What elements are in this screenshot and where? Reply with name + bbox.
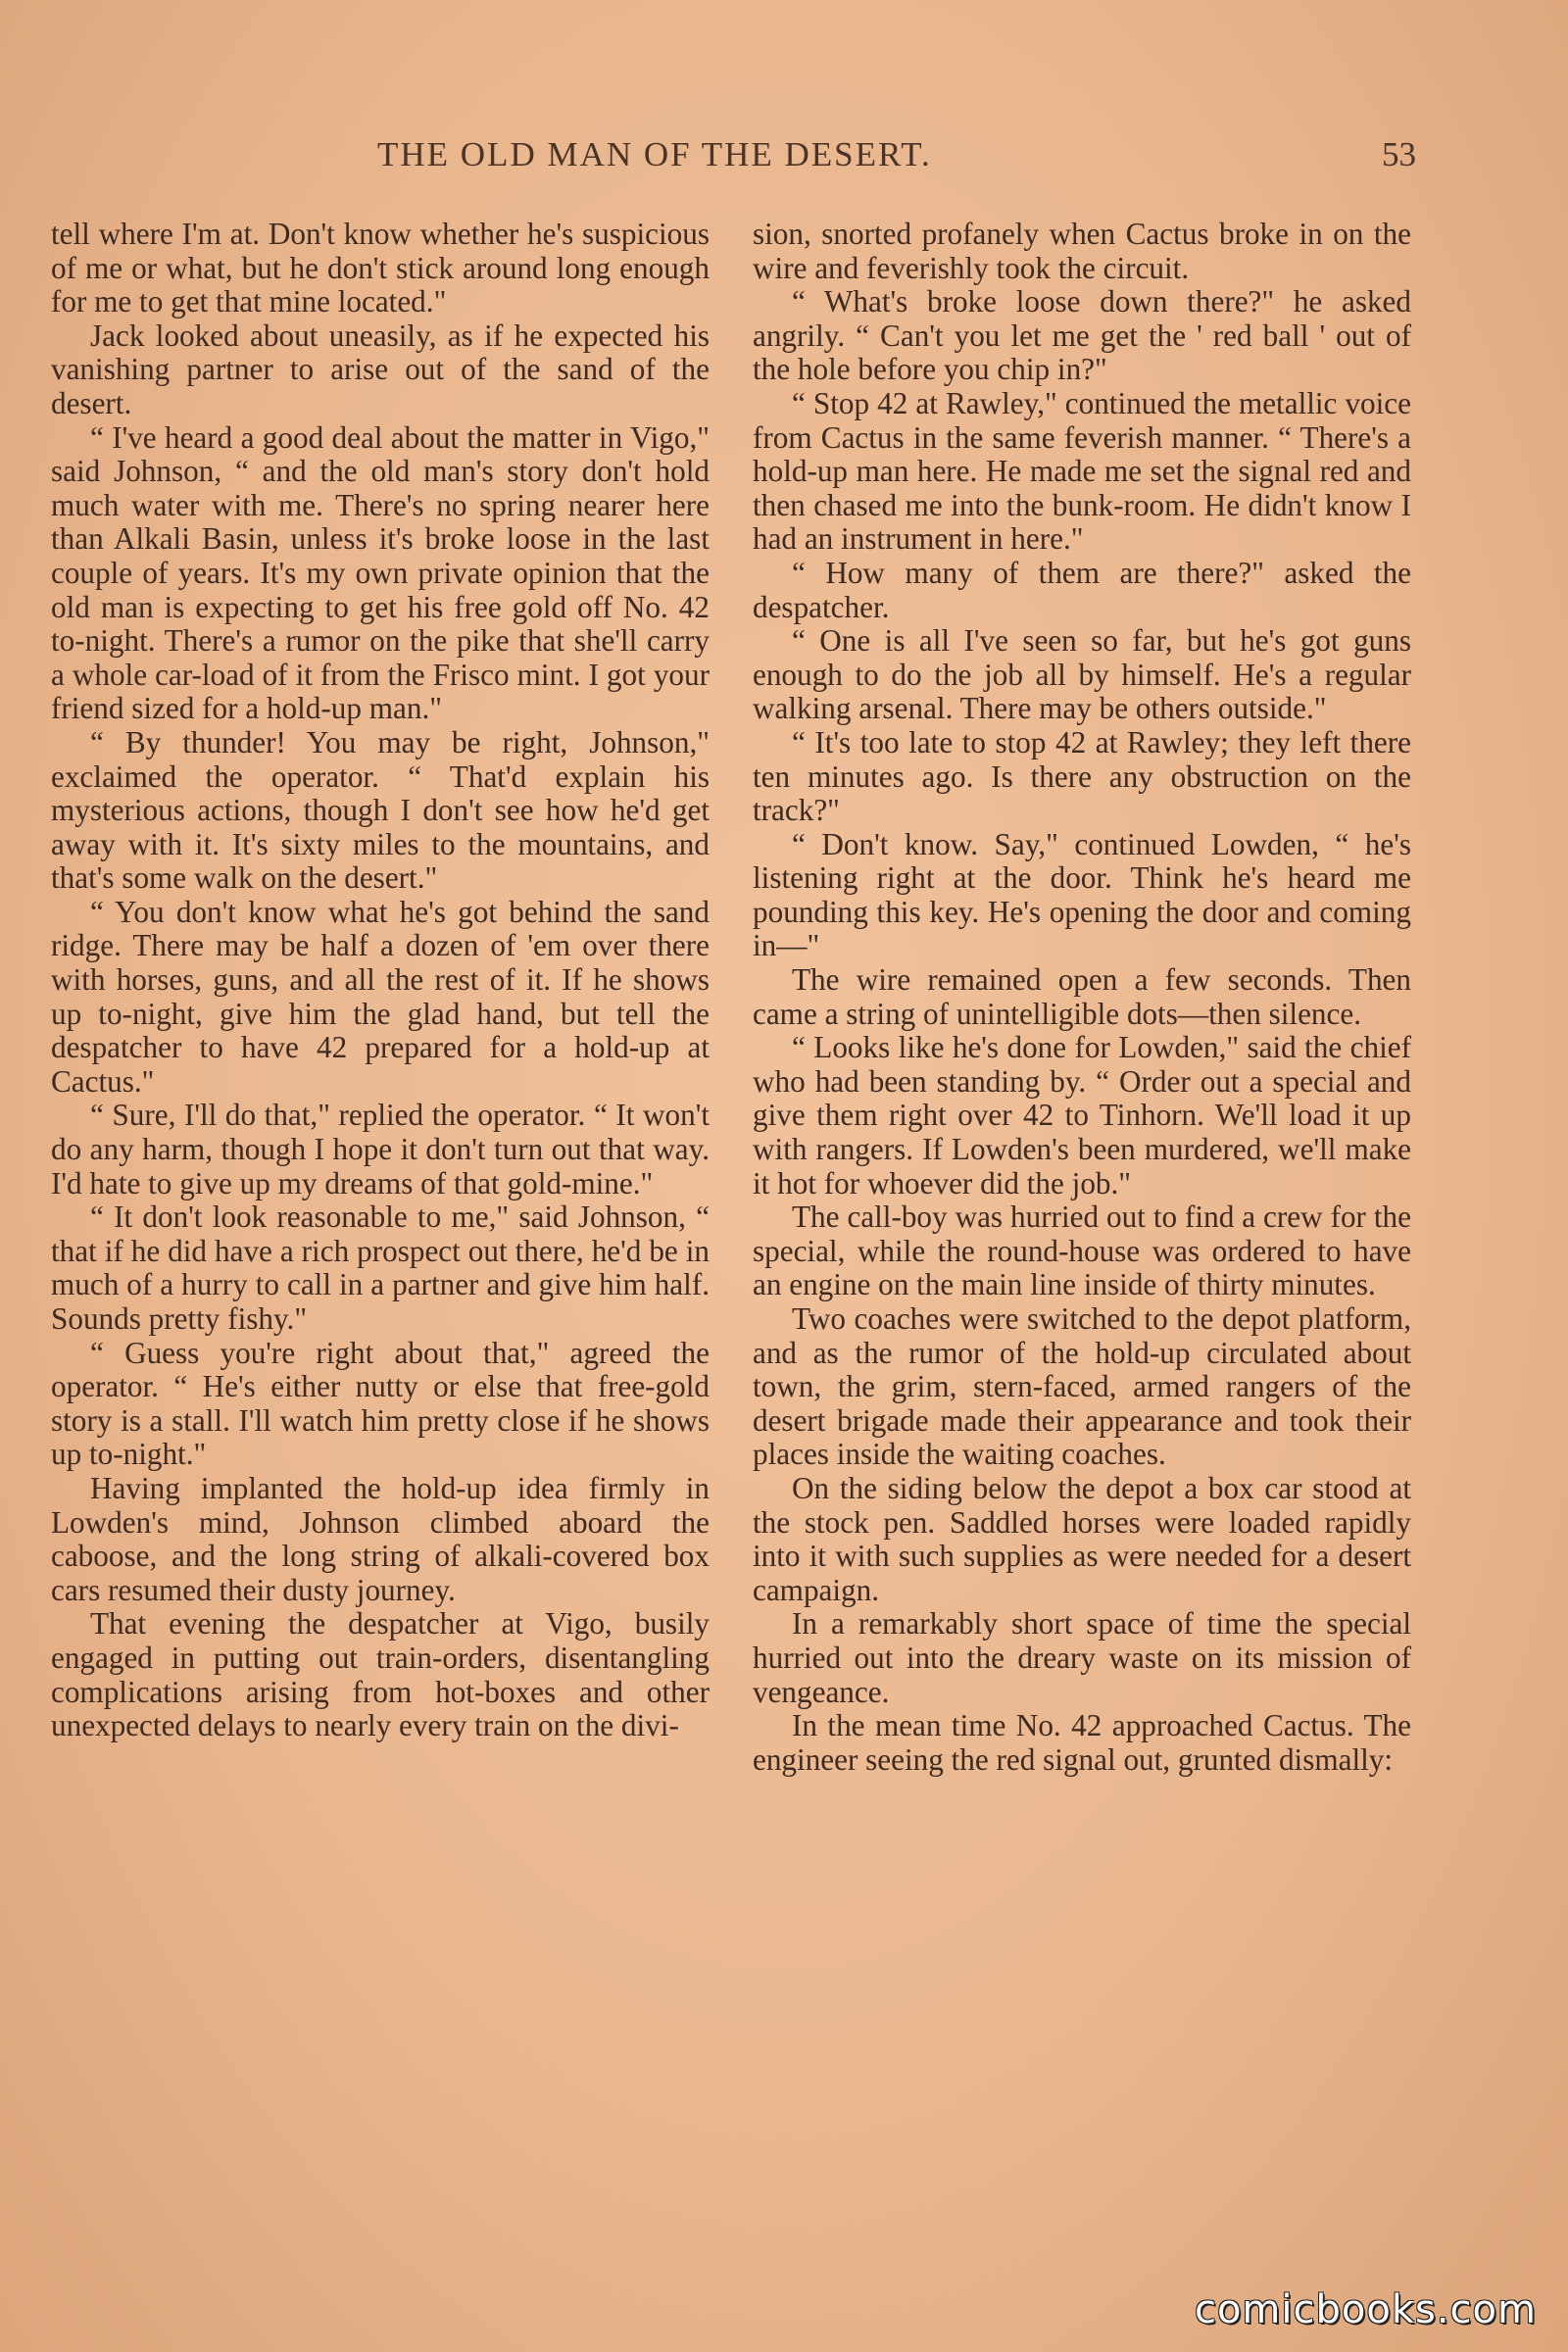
paragraph: “ Stop 42 at Rawley," continued the metallic voice from Cactus in the same feverish manner. “ There's a hold-up man here. He made me set the signal red and then chased me into the bunk-room. He didn't know I had an instrument in here." <box>753 385 1411 557</box>
running-title: THE OLD MAN OF THE DESERT. <box>377 135 932 173</box>
page-header <box>54 135 1416 194</box>
paragraph: Jack looked about uneasily, as if he expected his vanishing partner to arise out of the sand of the desert. <box>51 318 710 420</box>
paragraph: The wire remained open a few seconds. Then came a string of unintelligible dots—then silence. <box>753 962 1411 1031</box>
paragraph: tell where I'm at. Don't know whether he's suspicious of me or what, but he don't stick around long enough for me to get that mine located." <box>51 217 710 319</box>
paragraph: “ You don't know what he's got behind the sand ridge. There may be half a dozen of 'em over there with horses, guns, and all the rest of it. If he shows up to-night, give him the glad hand, but tell the despatcher to have 42 prepared for a hold-up at Cactus." <box>51 894 710 1099</box>
paragraph: “ Guess you're right about that," agreed the operator. “ He's either nutty or else that free-gold story is a stall. I'll watch him pretty close if he shows up to-night." <box>51 1335 710 1472</box>
paragraph: On the siding below the depot a box car stood at the stock pen. Saddled horses were loaded rapidly into it with such supplies as were needed for a desert campaign. <box>753 1470 1411 1607</box>
paragraph: Two coaches were switched to the depot platform, and as the rumor of the hold-up circulated about town, the grim, stern-faced, armed rangers of the desert brigade made their appearance and took their places inside the waiting coaches. <box>753 1301 1411 1472</box>
paragraph: “ I've heard a good deal about the matter in Vigo," said Johnson, “ and the old man's story don't hold much water with me. There's no spring nearer here than Alkali Basin, unless it's broke loose in the last couple of years. It's my own private opinion that the old man is expecting to get his free gold off No. 42 to-night. There's a rumor on the pike that she'll carry a whole car-load of it from the Frisco mint. I got your friend sized for a hold-up man." <box>51 419 710 726</box>
paragraph: sion, snorted profanely when Cactus broke in on the wire and feverishly took the circuit. <box>753 217 1411 285</box>
paragraph: “ What's broke loose down there?" he asked angrily. “ Can't you let me get the ' red ball ' out of the hole before you chip in?" <box>753 284 1411 387</box>
paragraph: In the mean time No. 42 approached Cactus. The engineer seeing the red signal out, grunted dismally: <box>753 1708 1411 1777</box>
paragraph: The call-boy was hurried out to find a crew for the special, while the round-house was ordered to have an engine on the main line inside of thirty minutes. <box>753 1200 1411 1302</box>
site-watermark: comicbooks.com <box>1194 2287 1537 2332</box>
paragraph: In a remarkably short space of time the special hurried out into the dreary waste on its mission of vengeance. <box>753 1606 1411 1709</box>
left-column <box>51 218 710 1743</box>
paragraph: That evening the despatcher at Vigo, busily engaged in putting out train-orders, disentangling complications arising from hot-boxes and other unexpected delays to nearly every train on the divi- <box>51 1606 710 1743</box>
paragraph: “ By thunder! You may be right, Johnson," exclaimed the operator. “ That'd explain his mysterious actions, though I don't see how he'd get away with it. It's sixty miles to the mountains, and that's some walk on the desert." <box>51 724 710 896</box>
paragraph: “ It don't look reasonable to me," said Johnson, “ that if he did have a rich prospect out there, he'd be in much of a hurry to call in a partner and give him half. Sounds pretty fishy." <box>51 1200 710 1336</box>
paragraph: “ Don't know. Say," continued Lowden, “ he's listening right at the door. Think he's heard me pounding this key. He's opening the door and coming in—" <box>753 826 1411 963</box>
paragraph: “ It's too late to stop 42 at Rawley; they left there ten minutes ago. Is there any obstruction on the track?" <box>753 724 1411 828</box>
paragraph: “ Looks like he's done for Lowden," said the chief who had been standing by. “ Order out a special and give them right over 42 to Tinhorn. We'll load it up with rangers. If Lowden's been murdered, we'll make it hot for whoever did the job." <box>753 1030 1411 1200</box>
right-column <box>753 218 1411 1777</box>
paragraph: “ Sure, I'll do that," replied the operator. “ It won't do any harm, though I hope it don't turn out that way. I'd hate to give up my dreams of that gold-mine." <box>51 1098 710 1200</box>
paragraph: “ How many of them are there?" asked the despatcher. <box>753 555 1411 624</box>
paragraph: Having implanted the hold-up idea firmly in Lowden's mind, Johnson climbed aboard the caboose, and the long string of alkali-covered box cars resumed their dusty journey. <box>51 1470 710 1607</box>
page-number: 53 <box>1382 135 1416 173</box>
paragraph: “ One is all I've seen so far, but he's got guns enough to do the job all by himself. He's a regular walking arsenal. There may be others outside." <box>753 623 1411 726</box>
